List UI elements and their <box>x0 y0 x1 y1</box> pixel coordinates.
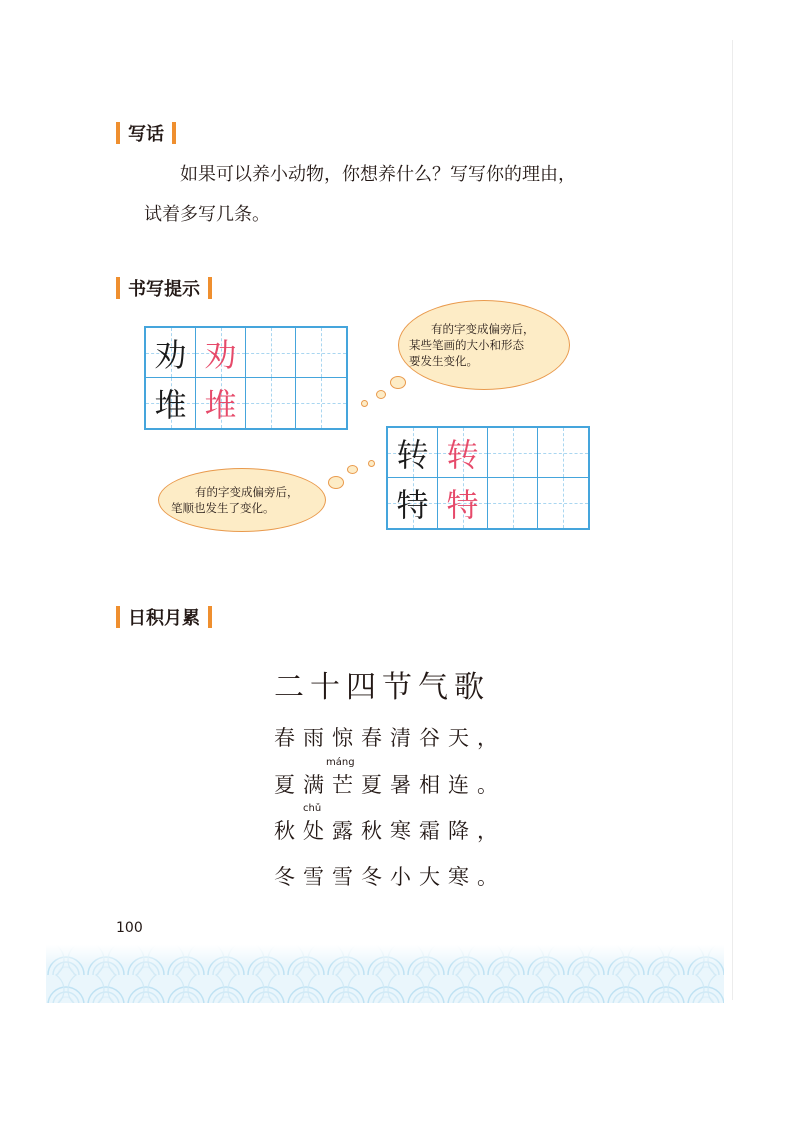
thought-bubble-2 <box>158 468 326 532</box>
heading-text: 写话 <box>128 124 164 145</box>
grid-cell <box>196 328 246 378</box>
bubble-line: 笔顺也发生了变化。 <box>171 501 275 515</box>
page-edge <box>732 40 733 1000</box>
thought-dot <box>347 465 358 474</box>
trace-char: 劝 <box>204 335 237 374</box>
grid-cell-empty <box>296 328 346 378</box>
thought-dot <box>368 460 375 467</box>
section-heading-writing <box>116 120 176 146</box>
bubble-line: 要发生变化。 <box>409 354 478 368</box>
grid-cell-empty <box>296 378 346 428</box>
grid-cell-empty <box>538 428 588 478</box>
poem-line-2: 夏满芒夏暑相连。 <box>274 773 506 797</box>
grid-cell-empty <box>488 428 538 478</box>
model-char: 特 <box>396 486 429 524</box>
heading-text: 日积月累 <box>128 608 200 629</box>
grid-cell <box>388 478 438 528</box>
grid-cell <box>388 428 438 478</box>
grid-cell <box>438 428 488 478</box>
tianzige-grid-2 <box>386 426 590 530</box>
section-heading-accumulation <box>116 604 212 630</box>
grid-cell <box>196 378 246 428</box>
grid-cell <box>438 478 488 528</box>
bubble-line: 有的字变成偏旁后， <box>431 322 535 336</box>
grid-cell <box>146 378 196 428</box>
model-char: 劝 <box>154 335 187 374</box>
bubble-line: 有的字变成偏旁后， <box>195 485 299 499</box>
thought-dot <box>376 390 386 399</box>
thought-bubble-1 <box>398 300 570 390</box>
trace-char: 转 <box>446 435 479 474</box>
writing-prompt-line-1: 如果可以养小动物，你想养什么？写写你的理由， <box>180 164 576 185</box>
heading-bar-left <box>116 122 120 144</box>
poem-line-4: 冬雪雪冬小大寒。 <box>274 865 506 889</box>
heading-bar-left <box>116 277 120 299</box>
thought-dot <box>361 400 368 407</box>
pinyin-mang: máng <box>326 757 355 768</box>
pinyin-chu: chǔ <box>303 803 322 814</box>
trace-char: 特 <box>446 486 479 524</box>
wave-pattern-decoration <box>46 945 724 1003</box>
writing-prompt-line-2: 试着多写几条。 <box>144 204 270 225</box>
poem-line-1: 春雨惊春清谷天， <box>274 726 506 750</box>
tianzige-grid-1 <box>144 326 348 430</box>
grid-cell-empty <box>538 478 588 528</box>
heading-bar-right <box>208 606 212 628</box>
grid-cell <box>146 328 196 378</box>
thought-dot <box>328 476 344 489</box>
thought-dot <box>390 376 406 389</box>
grid-cell-empty <box>488 478 538 528</box>
poem-line-3: 秋处露秋寒霜降， <box>274 819 506 843</box>
heading-bar-right <box>172 122 176 144</box>
page-number: 100 <box>116 920 143 936</box>
grid-cell-empty <box>246 328 296 378</box>
trace-char: 堆 <box>204 386 237 424</box>
section-heading-tips <box>116 275 212 301</box>
model-char: 堆 <box>154 386 187 424</box>
heading-text: 书写提示 <box>128 279 200 300</box>
poem-title: 二十四节气歌 <box>274 670 490 705</box>
bubble-line: 某些笔画的大小和形态 <box>409 338 524 352</box>
grid-cell-empty <box>246 378 296 428</box>
model-char: 转 <box>396 435 429 474</box>
heading-bar-right <box>208 277 212 299</box>
heading-bar-left <box>116 606 120 628</box>
